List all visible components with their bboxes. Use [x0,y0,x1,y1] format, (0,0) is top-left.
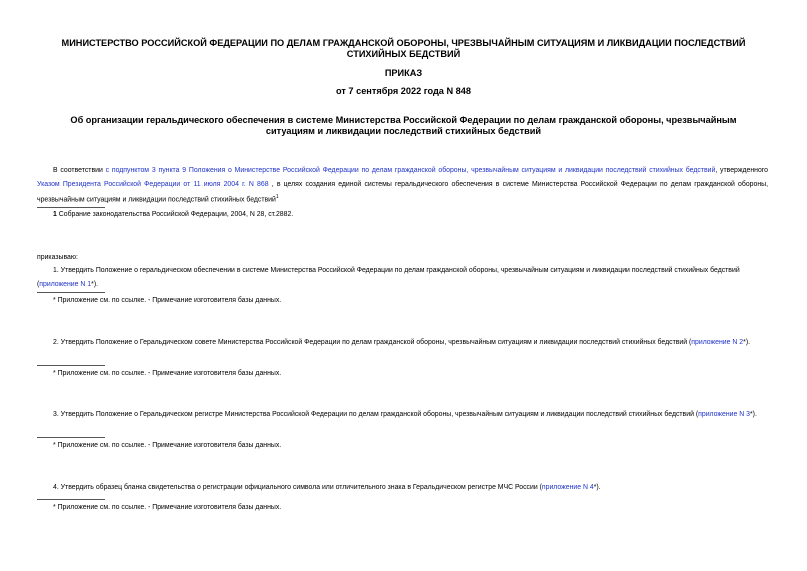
note-divider-4 [37,499,105,500]
preamble-text-2: , утвержденного [715,167,768,174]
note-1: * Приложение см. по ссылке. - Примечание изготовителя базы данных. [53,297,282,304]
note-3: * Приложение см. по ссылке. - Примечание изготовителя базы данных. [53,442,282,449]
appendix-4-link[interactable]: приложение N 4 [541,484,594,491]
appendix-2-link[interactable]: приложение N 2 [691,339,744,346]
order-date-number: от 7 сентября 2022 года N 848 [335,86,471,96]
order-item-3-text: 3. Утвердить Положение о Геральдическом регистре Министерства Российской Федерации по делам гражданской обороны, чрезвычайным ситуациям и ликвидации последствий стихийных бедствий ( [53,411,699,418]
order-item-2-end: *). [743,339,751,346]
ministry-title: МИНИСТЕРСТВО РОССИЙСКОЙ ФЕДЕРАЦИИ ПО ДЕЛАМ ГРАЖДАНСКОЙ ОБОРОНЫ, ЧРЕЗВЫЧАЙНЫМ СИТУАЦИЯМ И ЛИКВИДАЦИИ ПОСЛЕДСТВИЙ СТИХИЙНЫХ БЕДСТВИЙ [61,38,746,59]
orders-label: приказываю: [37,254,78,261]
order-item-4-end: *). [593,484,601,491]
order-item-1-end: *). [91,280,99,288]
appendix-1-link[interactable]: приложение N 1 [39,280,92,288]
order-item-4-text: 4. Утвердить образец бланка свидетельства о регистрации официального символа или отличительного знака в Геральдическом регистре МЧС России ( [53,484,542,491]
note-divider-3 [37,437,105,438]
order-item-2 [37,336,768,350]
footnote-divider [37,207,105,208]
footnote-1-text: Собрание законодательства Российской Федерации, 2004, N 28, ст.2882. [56,211,294,218]
order-subject: Об организации геральдического обеспечения в системе Министерства Российской Федерации по делам гражданской обороны, чрезвычайным ситуациям и ликвидации последствий стихийных бедствий [70,115,737,136]
preamble-paragraph [37,164,768,207]
order-item-3 [37,408,768,422]
preamble-text-1: В соответствии [53,167,106,174]
note-divider-1 [37,292,105,293]
note-4: * Приложение см. по ссылке. - Примечание изготовителя базы данных. [53,504,282,511]
preamble-text-3: , в целях создания единой системы геральдического обеспечения в системе Министерства Российской Федерации по делам гражданской обороны, чрезвычайным ситуациям и ликвидации последствий стихийных бедствий [37,180,769,204]
order-item-1 [37,264,768,291]
regulation-link[interactable]: с подпунктом 3 пункта 9 Положения о Министерстве Российской Федерации по делам гражданской обороны, чрезвычайным ситуациям и ликвидации последствий стихийных бедствий [105,167,716,174]
presidential-decree-link[interactable]: Указом Президента Российской Федерации от 11 июля 2004 г. N 868 [37,180,269,188]
footnote-1 [53,210,293,220]
footnote-ref-1: 1 [275,194,279,200]
order-item-2-text: 2. Утвердить Положение о Геральдическом совете Министерства Российской Федерации по делам гражданской обороны, чрезвычайным ситуациям и ликвидации последствий стихийных бедствий ( [53,339,692,346]
footnote-1-mark: 1 [53,211,57,218]
order-item-4 [37,481,768,495]
order-item-1-text: 1. Утвердить Положение о геральдическом обеспечении в системе Министерства Российской Федерации по делам гражданской обороны, чрезвычайным ситуациям и ликвидации последствий стихийных бедствий ( [37,267,740,288]
note-2: * Приложение см. по ссылке. - Примечание изготовителя базы данных. [53,370,282,377]
order-type: ПРИКАЗ [384,68,423,78]
appendix-3-link[interactable]: приложение N 3 [698,411,750,418]
note-divider-2 [37,365,105,366]
order-item-3-end: *). [749,411,757,418]
